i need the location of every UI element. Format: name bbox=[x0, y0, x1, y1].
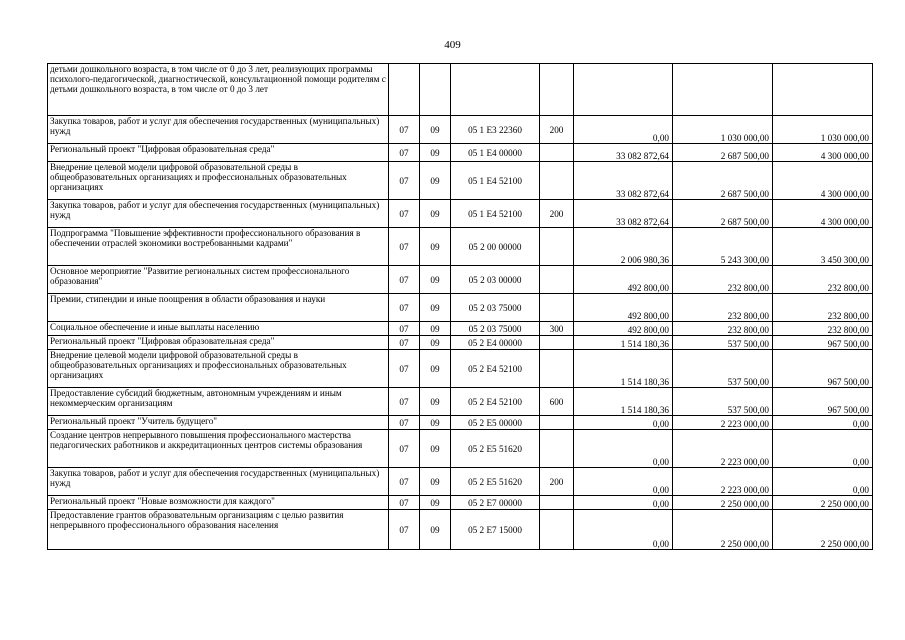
row-name: Премии, стипендии и иные поощрения в области образования и науки bbox=[48, 294, 389, 322]
table-row bbox=[48, 144, 873, 162]
cell-target-article: 05 2 E5 00000 bbox=[451, 416, 540, 430]
cell-sum-1: 33 082 872,64 bbox=[574, 144, 673, 162]
cell-expense-type: 200 bbox=[540, 200, 574, 228]
table-row bbox=[48, 294, 873, 322]
cell-expense-type bbox=[540, 496, 574, 510]
cell-sum-2: 232 800,00 bbox=[673, 294, 773, 322]
row-name: Социальное обеспечение и иные выплаты населению bbox=[48, 322, 389, 336]
cell-subsection: 09 bbox=[420, 510, 451, 550]
cell-subsection: 09 bbox=[420, 162, 451, 200]
cell-expense-type bbox=[540, 144, 574, 162]
cell-sum-2: 232 800,00 bbox=[673, 322, 773, 336]
cell-sum-2: 537 500,00 bbox=[673, 388, 773, 416]
cell-subsection: 09 bbox=[420, 388, 451, 416]
cell-target-article: 05 2 E5 51620 bbox=[451, 468, 540, 496]
cell-sum-3: 4 300 000,00 bbox=[773, 144, 873, 162]
cell-target-article: 05 2 E4 52100 bbox=[451, 388, 540, 416]
cell-target-article: 05 2 03 00000 bbox=[451, 266, 540, 294]
cell-sum-1: 0,00 bbox=[574, 510, 673, 550]
cell-sum-2: 1 030 000,00 bbox=[673, 116, 773, 144]
cell-expense-type bbox=[540, 350, 574, 388]
cell-sum-2: 5 243 300,00 bbox=[673, 228, 773, 266]
row-name: Предоставление грантов образовательным организациям с целью развития непрерывного профессионального образования населения bbox=[48, 510, 389, 550]
cell-sum-1: 492 800,00 bbox=[574, 266, 673, 294]
cell-section: 07 bbox=[389, 294, 420, 322]
table-row bbox=[48, 510, 873, 550]
cell-subsection: 09 bbox=[420, 468, 451, 496]
cell-sum-1: 1 514 180,36 bbox=[574, 336, 673, 350]
cell-section: 07 bbox=[389, 416, 420, 430]
cell-sum-2: 537 500,00 bbox=[673, 350, 773, 388]
cell-target-article: 05 1 E4 52100 bbox=[451, 162, 540, 200]
cell-sum-2: 2 250 000,00 bbox=[673, 510, 773, 550]
cell-expense-type: 200 bbox=[540, 116, 574, 144]
cell-section: 07 bbox=[389, 510, 420, 550]
table-row bbox=[48, 64, 873, 116]
cell-section: 07 bbox=[389, 200, 420, 228]
cell-target-article: 05 2 E5 51620 bbox=[451, 430, 540, 468]
cell-expense-type bbox=[540, 162, 574, 200]
cell-subsection: 09 bbox=[420, 144, 451, 162]
cell-section: 07 bbox=[389, 322, 420, 336]
table-row bbox=[48, 430, 873, 468]
cell-target-article: 05 1 E3 22360 bbox=[451, 116, 540, 144]
cell-section bbox=[389, 64, 420, 116]
cell-section: 07 bbox=[389, 144, 420, 162]
row-name: Закупка товаров, работ и услуг для обеспечения государственных (муниципальных) нужд bbox=[48, 468, 389, 496]
row-name: Закупка товаров, работ и услуг для обеспечения государственных (муниципальных) нужд bbox=[48, 116, 389, 144]
row-name: Внедрение целевой модели цифровой образовательной среды в общеобразовательных организациях и профессиональных образовательных организациях bbox=[48, 350, 389, 388]
row-name: Региональный проект "Цифровая образовательная среда" bbox=[48, 144, 389, 162]
row-name: Закупка товаров, работ и услуг для обеспечения государственных (муниципальных) нужд bbox=[48, 200, 389, 228]
row-name: Предоставление субсидий бюджетным, автономным учреждениям и иным некоммерческим организациям bbox=[48, 388, 389, 416]
cell-sum-3: 4 300 000,00 bbox=[773, 162, 873, 200]
cell-sum-3: 0,00 bbox=[773, 430, 873, 468]
cell-subsection: 09 bbox=[420, 430, 451, 468]
cell-sum-2: 232 800,00 bbox=[673, 266, 773, 294]
cell-sum-1: 33 082 872,64 bbox=[574, 200, 673, 228]
table-row bbox=[48, 162, 873, 200]
cell-sum-1: 0,00 bbox=[574, 468, 673, 496]
cell-sum-3: 967 500,00 bbox=[773, 388, 873, 416]
cell-sum-3: 232 800,00 bbox=[773, 322, 873, 336]
cell-subsection: 09 bbox=[420, 294, 451, 322]
cell-sum-1: 492 800,00 bbox=[574, 322, 673, 336]
cell-section: 07 bbox=[389, 468, 420, 496]
cell-sum-1: 33 082 872,64 bbox=[574, 162, 673, 200]
cell-target-article: 05 2 E4 00000 bbox=[451, 336, 540, 350]
table-row bbox=[48, 266, 873, 294]
cell-sum-3: 232 800,00 bbox=[773, 294, 873, 322]
table-row bbox=[48, 200, 873, 228]
cell-sum-3: 4 300 000,00 bbox=[773, 200, 873, 228]
table-row bbox=[48, 116, 873, 144]
cell-target-article: 05 2 00 00000 bbox=[451, 228, 540, 266]
cell-subsection bbox=[420, 64, 451, 116]
row-name: Создание центров непрерывного повышения профессионального мастерства педагогических работников и аккредитационных центров системы образования bbox=[48, 430, 389, 468]
cell-target-article: 05 2 03 75000 bbox=[451, 322, 540, 336]
cell-subsection: 09 bbox=[420, 200, 451, 228]
cell-expense-type bbox=[540, 416, 574, 430]
cell-section: 07 bbox=[389, 228, 420, 266]
cell-sum-3: 232 800,00 bbox=[773, 266, 873, 294]
cell-subsection: 09 bbox=[420, 416, 451, 430]
cell-expense-type: 300 bbox=[540, 322, 574, 336]
cell-sum-3: 0,00 bbox=[773, 416, 873, 430]
row-name: Внедрение целевой модели цифровой образовательной среды в общеобразовательных организациях и профессиональных образовательных организациях bbox=[48, 162, 389, 200]
cell-sum-3: 2 250 000,00 bbox=[773, 496, 873, 510]
cell-subsection: 09 bbox=[420, 322, 451, 336]
cell-sum-3: 1 030 000,00 bbox=[773, 116, 873, 144]
budget-table bbox=[47, 63, 873, 550]
table-row bbox=[48, 322, 873, 336]
cell-target-article: 05 1 E4 52100 bbox=[451, 200, 540, 228]
cell-sum-3: 3 450 300,00 bbox=[773, 228, 873, 266]
cell-sum-1: 492 800,00 bbox=[574, 294, 673, 322]
page-number: 409 bbox=[444, 39, 461, 51]
row-name: Подпрограмма "Повышение эффективности профессионального образования в обеспечении отраслей экономики востребованными кадрами" bbox=[48, 228, 389, 266]
cell-target-article bbox=[451, 64, 540, 116]
cell-sum-1: 1 514 180,36 bbox=[574, 388, 673, 416]
cell-sum-2: 2 250 000,00 bbox=[673, 496, 773, 510]
cell-sum-3 bbox=[773, 64, 873, 116]
row-name: Региональный проект "Учитель будущего" bbox=[48, 416, 389, 430]
cell-sum-1 bbox=[574, 64, 673, 116]
cell-sum-2: 2 223 000,00 bbox=[673, 468, 773, 496]
cell-sum-3: 967 500,00 bbox=[773, 350, 873, 388]
cell-subsection: 09 bbox=[420, 116, 451, 144]
cell-target-article: 05 1 E4 00000 bbox=[451, 144, 540, 162]
row-name: детьми дошкольного возраста, в том числе от 0 до 3 лет, реализующих программы психолого-педагогической, диагностической, консультационной помощи родителям с детьми дошкольного возраста, в том числе от 0 до 3 лет bbox=[48, 64, 389, 116]
cell-sum-2 bbox=[673, 64, 773, 116]
cell-subsection: 09 bbox=[420, 228, 451, 266]
cell-target-article: 05 2 E7 15000 bbox=[451, 510, 540, 550]
cell-subsection: 09 bbox=[420, 496, 451, 510]
cell-target-article: 05 2 03 75000 bbox=[451, 294, 540, 322]
table-row bbox=[48, 228, 873, 266]
cell-sum-1: 2 006 980,36 bbox=[574, 228, 673, 266]
row-name: Основное мероприятие "Развитие региональных систем профессионального образования" bbox=[48, 266, 389, 294]
cell-sum-2: 2 223 000,00 bbox=[673, 430, 773, 468]
cell-section: 07 bbox=[389, 388, 420, 416]
cell-target-article: 05 2 E4 52100 bbox=[451, 350, 540, 388]
cell-sum-3: 967 500,00 bbox=[773, 336, 873, 350]
cell-subsection: 09 bbox=[420, 266, 451, 294]
cell-subsection: 09 bbox=[420, 336, 451, 350]
table-row bbox=[48, 388, 873, 416]
row-name: Региональный проект "Новые возможности для каждого" bbox=[48, 496, 389, 510]
cell-sum-2: 2 687 500,00 bbox=[673, 200, 773, 228]
cell-sum-1: 0,00 bbox=[574, 416, 673, 430]
cell-sum-1: 0,00 bbox=[574, 430, 673, 468]
cell-expense-type bbox=[540, 266, 574, 294]
table-row bbox=[48, 496, 873, 510]
table-row bbox=[48, 468, 873, 496]
cell-sum-2: 537 500,00 bbox=[673, 336, 773, 350]
cell-sum-2: 2 687 500,00 bbox=[673, 162, 773, 200]
cell-sum-3: 0,00 bbox=[773, 468, 873, 496]
cell-expense-type bbox=[540, 430, 574, 468]
cell-expense-type bbox=[540, 294, 574, 322]
table-row bbox=[48, 416, 873, 430]
table-row bbox=[48, 350, 873, 388]
cell-expense-type bbox=[540, 64, 574, 116]
cell-section: 07 bbox=[389, 266, 420, 294]
cell-subsection: 09 bbox=[420, 350, 451, 388]
cell-expense-type: 200 bbox=[540, 468, 574, 496]
cell-section: 07 bbox=[389, 336, 420, 350]
cell-section: 07 bbox=[389, 116, 420, 144]
cell-section: 07 bbox=[389, 496, 420, 510]
cell-section: 07 bbox=[389, 430, 420, 468]
cell-sum-1: 1 514 180,36 bbox=[574, 350, 673, 388]
cell-section: 07 bbox=[389, 162, 420, 200]
cell-sum-2: 2 687 500,00 bbox=[673, 144, 773, 162]
cell-target-article: 05 2 E7 00000 bbox=[451, 496, 540, 510]
table-row bbox=[48, 336, 873, 350]
cell-sum-1: 0,00 bbox=[574, 116, 673, 144]
cell-sum-3: 2 250 000,00 bbox=[773, 510, 873, 550]
cell-expense-type bbox=[540, 510, 574, 550]
row-name: Региональный проект "Цифровая образовательная среда" bbox=[48, 336, 389, 350]
cell-expense-type bbox=[540, 336, 574, 350]
cell-section: 07 bbox=[389, 350, 420, 388]
cell-expense-type: 600 bbox=[540, 388, 574, 416]
cell-sum-1: 0,00 bbox=[574, 496, 673, 510]
cell-sum-2: 2 223 000,00 bbox=[673, 416, 773, 430]
cell-expense-type bbox=[540, 228, 574, 266]
